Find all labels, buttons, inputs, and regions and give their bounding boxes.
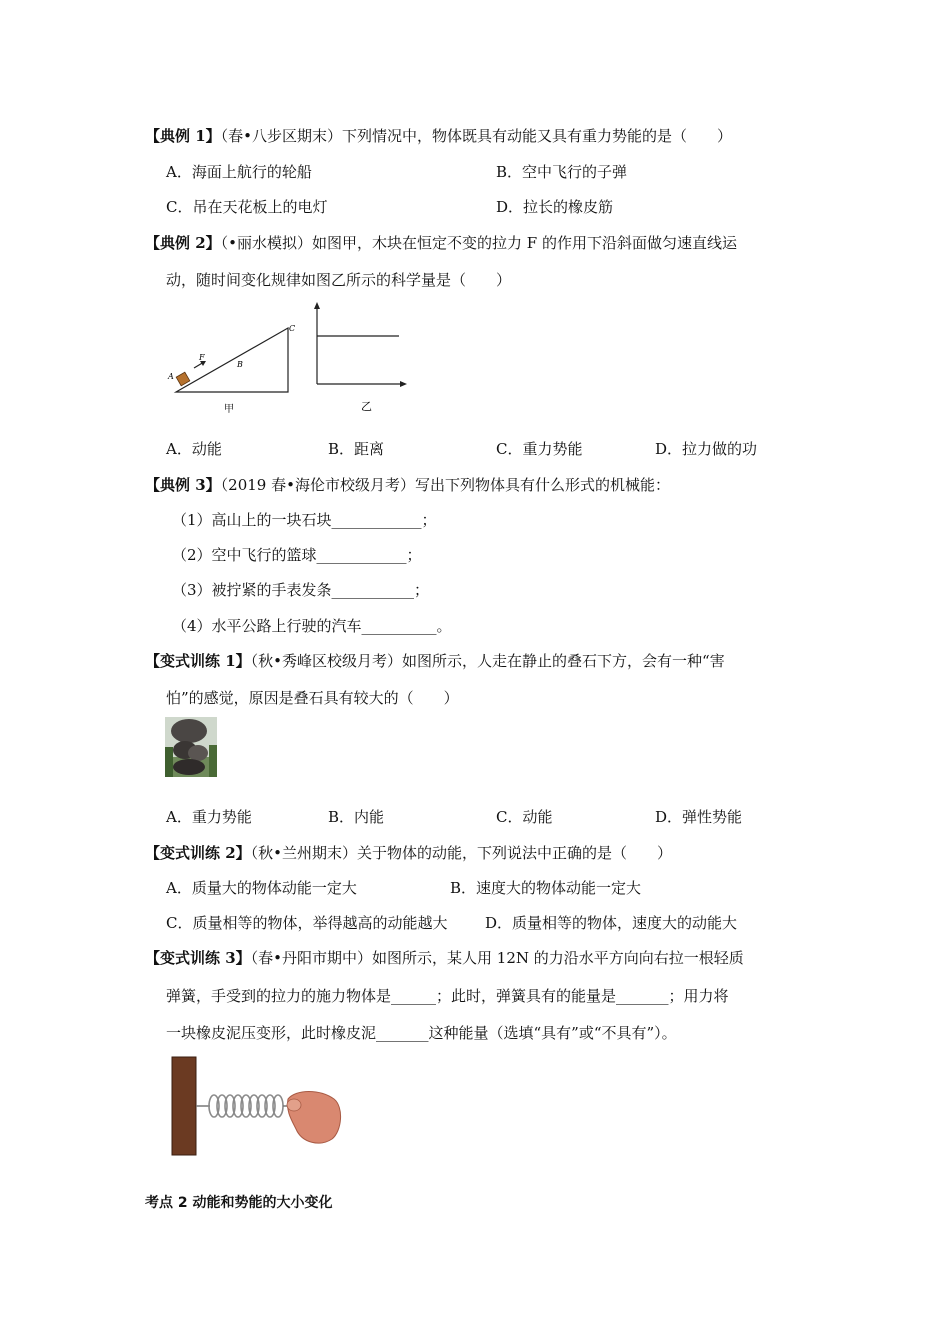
variant-1-option-a: A．重力势能: [166, 808, 252, 826]
variant-1-option-b: B．内能: [328, 808, 385, 826]
example-3-text: （2019 春•海伦市校级月考）写出下列物体具有什么形式的机械能：: [220, 476, 670, 494]
example-2-option-a: A．动能: [166, 440, 222, 458]
variant-2-option-a: A．质量大的物体动能一定大: [166, 879, 357, 897]
fingertip: [287, 1099, 301, 1111]
example-1-option-b: B．空中飞行的子弹: [496, 163, 628, 181]
example-3-tag: 【典例 3】: [145, 476, 221, 494]
variant-2-text: （秋•兰州期末）关于物体的动能，下列说法中正确的是（ ）: [250, 844, 673, 862]
variant-3-tag: 【变式训练 3】: [145, 949, 251, 967]
variant-3-stem-line-3: 一块橡皮泥压变形，此时橡皮泥_______这种能量（选填“具有”或“不具有”）。: [166, 1024, 677, 1042]
spring-and-hand-figure: [170, 1055, 346, 1157]
example-2-option-b: B．距离: [328, 440, 385, 458]
example-2-stem-line-2: 动，随时间变化规律如图乙所示的科学量是（ ）: [166, 271, 512, 289]
variant-1-tag: 【变式训练 1】: [145, 652, 251, 670]
example-3-item-2: （2）空中飞行的篮球____________；: [172, 546, 422, 564]
example-1-text: （春•八步区期末）下列情况中，物体既具有动能又具有重力势能的是（ ）: [220, 127, 733, 145]
label-a: A: [168, 372, 174, 381]
variant-2-tag: 【变式训练 2】: [145, 844, 251, 862]
stacked-rocks-photo: [165, 717, 217, 777]
variant-3-text-1: （春•丹阳市期中）如图所示，某人用 12N 的力沿水平方向向右拉一根轻质: [250, 949, 744, 967]
variant-2-option-b: B．速度大的物体动能一定大: [450, 879, 642, 897]
variant-2-stem: [145, 843, 672, 863]
variant-3-stem-line-1: [145, 948, 744, 968]
example-2-option-d: D．拉力做的功: [655, 440, 758, 458]
wall: [172, 1057, 196, 1155]
variant-2-option-d: D．质量相等的物体，速度大的动能大: [485, 914, 738, 932]
spring-coils: [209, 1095, 283, 1117]
example-2-text-1: （•丽水模拟）如图甲，木块在恒定不变的拉力 F 的作用下沿斜面做匀速直线运: [220, 234, 737, 252]
label-yi: 乙: [361, 400, 372, 413]
label-f: F: [199, 353, 205, 362]
photo-right-rock: [188, 745, 208, 761]
wooden-block: [176, 372, 190, 386]
variant-1-option-c: C．动能: [496, 808, 553, 826]
variant-1-stem-line-1: [145, 651, 725, 671]
example-3-item-1: （1）高山上的一块石块____________；: [172, 511, 437, 529]
variant-3-stem-line-2: 弹簧，手受到的拉力的施力物体是______；此时，弹簧具有的能量是_______；用力将: [166, 987, 729, 1005]
incline-triangle: [176, 328, 288, 392]
example-1-option-a: A．海面上航行的轮船: [166, 163, 312, 181]
example-3-item-3: （3）被拧紧的手表发条___________；: [172, 581, 430, 599]
incline-and-graph-figure: [160, 300, 420, 418]
example-3-stem: [145, 475, 670, 495]
incline-diagram: [167, 324, 295, 415]
example-2-option-c: C．重力势能: [496, 440, 583, 458]
variant-1-option-d: D．弹性势能: [655, 808, 743, 826]
photo-bottom-rock: [173, 759, 205, 775]
graph-x-arrow: [400, 381, 407, 387]
label-jia: 甲: [224, 404, 234, 415]
example-1-option-c: C．吊在天花板上的电灯: [166, 198, 328, 216]
label-b: B: [237, 360, 243, 369]
photo-tree-left: [165, 747, 173, 777]
photo-top-rock: [171, 719, 207, 743]
example-2-tag: 【典例 2】: [145, 234, 221, 252]
photo-tree-right: [209, 745, 217, 777]
example-1-option-d: D．拉长的橡皮筋: [496, 198, 614, 216]
variant-1-text-1: （秋•秀峰区校级月考）如图所示，人走在静止的叠石下方，会有一种“害: [250, 652, 725, 670]
example-2-stem-line-1: [145, 233, 737, 253]
variant-1-stem-line-2: 怕”的感觉，原因是叠石具有较大的（ ）: [166, 689, 459, 707]
graph-y-arrow: [314, 302, 320, 309]
section-heading: 考点 2 动能和势能的大小变化: [145, 1195, 333, 1211]
example-1-stem: [145, 126, 732, 146]
quantity-time-graph: [314, 302, 407, 413]
variant-2-option-c: C．质量相等的物体，举得越高的动能越大: [166, 914, 448, 932]
example-3-item-4: （4）水平公路上行驶的汽车__________。: [172, 617, 452, 635]
label-c: C: [289, 324, 296, 333]
example-1-tag: 【典例 1】: [145, 127, 221, 145]
